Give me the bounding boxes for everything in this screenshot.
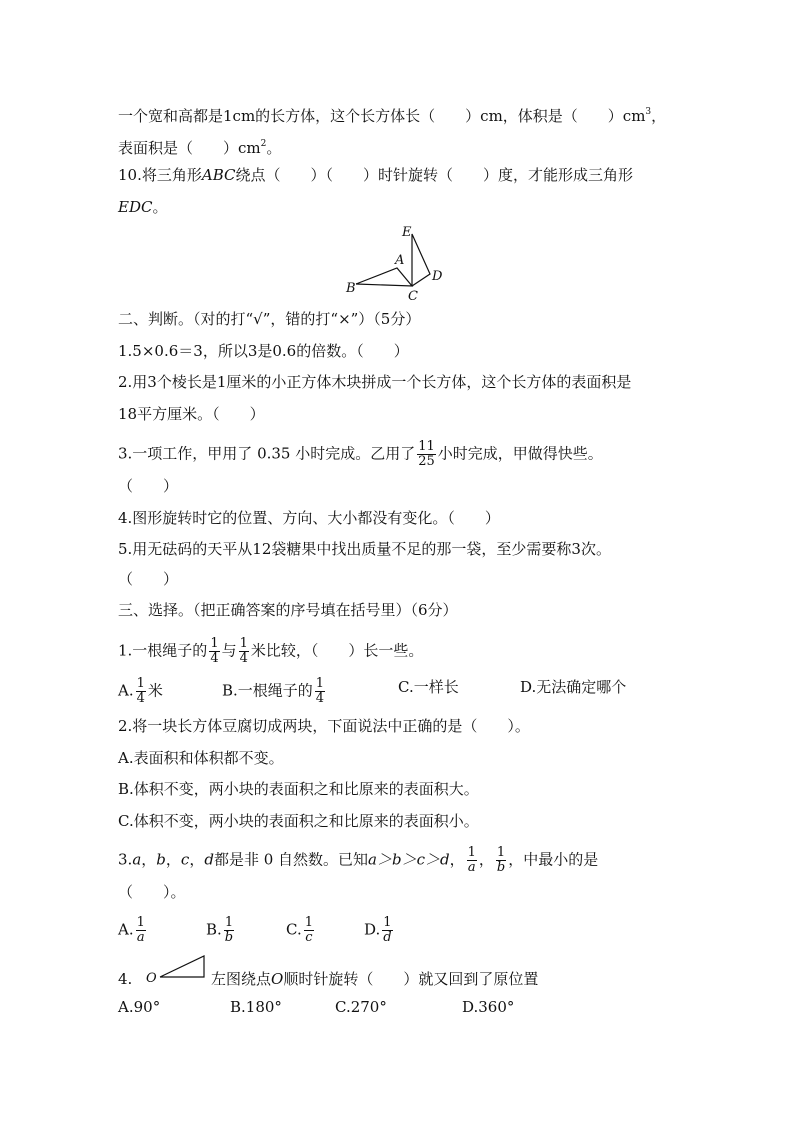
judge-heading: 二、判断。（对的打“√”，错的打“×”）（5分）: [118, 310, 421, 328]
fraction-1-over-b: $\frac{1}{b}$: [224, 915, 234, 945]
q9-line2: 表面积是（ ）$cm^2$。: [118, 139, 282, 157]
choice-q1-option-b: B.一根绳子的 $\frac{1}{4}$: [222, 676, 325, 706]
fraction-one-quarter: $\frac{1}{4}$: [239, 636, 248, 666]
fraction-1-over-a: $\frac{1}{a}$: [467, 845, 476, 875]
choice-q4-option-a: A.90°: [118, 998, 161, 1016]
choice-q2-option-b: B.体积不变，两小块的表面积之和比原来的表面积大。: [118, 780, 479, 798]
choice-q3-option-c: C. $\frac{1}{c}$: [286, 915, 313, 945]
choice-q2: 2.将一块长方体豆腐切成两块，下面说法中正确的是（ ）。: [118, 717, 530, 735]
fraction-1-over-d: $\frac{1}{d}$: [383, 915, 392, 945]
choice-q2-option-a: A.表面积和体积都不变。: [118, 749, 284, 767]
choice-q3: 3.a，b，c，d都是非 0 自然数。已知a＞b＞c＞d， $\frac{1}{a}$ ， $\frac{1}{b}$ ，中最小的是: [118, 845, 599, 875]
choice-q2-option-c: C.体积不变，两小块的表面积之和比原来的表面积小。: [118, 812, 479, 830]
judge-q4: 4.图形旋转时它的位置、方向、大小都没有变化。（ ）: [118, 509, 500, 527]
fraction-one-quarter: $\frac{1}{4}$: [210, 636, 219, 666]
choice-q1-option-a: A. $\frac{1}{4}$ 米: [118, 676, 163, 706]
judge-q3-paren: （ ）: [118, 477, 179, 495]
fraction-one-quarter: $\frac{1}{4}$: [315, 676, 325, 706]
label-c: C: [408, 289, 418, 304]
judge-q5: 5.用无砝码的天平从12袋糖果中找出质量不足的那一袋，至少需要称3次。: [118, 540, 611, 558]
choice-q4-text: 左图绕点O顺时针旋转（ ）就又回到了原位置: [211, 970, 539, 988]
choice-q3-option-b: B. $\frac{1}{b}$: [206, 915, 234, 945]
rotation-triangle-figure: [340, 220, 450, 304]
choice-q1: 1.一根绳子的 $\frac{1}{4}$ 与 $\frac{1}{4}$ 米比较，（ ）长一些。: [118, 636, 424, 666]
label-a: A: [395, 253, 405, 268]
label-o: O: [146, 971, 157, 986]
triangle-o: [160, 956, 204, 977]
q10-line1: 10.将三角形ABC绕点（ ）（ ）时针旋转（ ）度，才能形成三角形: [118, 166, 633, 184]
fraction-1-over-c: $\frac{1}{c}$: [304, 915, 313, 945]
choice-q4-number: 4.: [118, 970, 133, 988]
fraction-11-25: $\frac{11}{25}$: [418, 439, 435, 469]
judge-q5-paren: （ ）: [118, 570, 179, 588]
choice-q4-option-d: D.360°: [462, 998, 515, 1016]
choice-q1-option-c: C.一样长: [398, 678, 459, 696]
judge-q2-line1: 2.用3个棱长是1厘米的小正方体木块拼成一个长方体，这个长方体的表面积是: [118, 373, 632, 391]
label-b: B: [346, 281, 356, 296]
fraction-one-quarter: $\frac{1}{4}$: [136, 676, 145, 706]
q10-line2: EDC。: [118, 198, 168, 216]
label-e: E: [402, 225, 412, 240]
choice-q3-paren: （ ）。: [118, 883, 186, 901]
choice-q3-option-a: A. $\frac{1}{a}$: [118, 915, 145, 945]
triangle-edc: [412, 234, 430, 286]
choice-q3-option-d: D. $\frac{1}{d}$: [364, 915, 392, 945]
judge-q2-line2: 18平方厘米。（ ）: [118, 405, 265, 423]
small-triangle-figure: [144, 952, 208, 986]
judge-q3: 3.一项工作，甲用了 0.35 小时完成。乙用了 $\frac{11}{25}$ 小时完成，甲做得快些。: [118, 439, 603, 469]
choice-q4-option-c: C.270°: [335, 998, 387, 1016]
q9-line1: 一个宽和高都是1cm的长方体，这个长方体长（ ）cm，体积是（ ）$cm^3$，: [118, 107, 667, 125]
fraction-1-over-b: $\frac{1}{b}$: [496, 845, 506, 875]
choice-q1-option-d: D.无法确定哪个: [520, 678, 627, 696]
choice-heading: 三、选择。（把正确答案的序号填在括号里）（6分）: [118, 601, 458, 619]
choice-q4-option-b: B.180°: [230, 998, 282, 1016]
judge-q1: 1.5×0.6＝3，所以3是0.6的倍数。（ ）: [118, 342, 409, 360]
triangle-abc: [356, 268, 412, 286]
label-d: D: [432, 269, 443, 284]
fraction-1-over-a: $\frac{1}{a}$: [136, 915, 145, 945]
